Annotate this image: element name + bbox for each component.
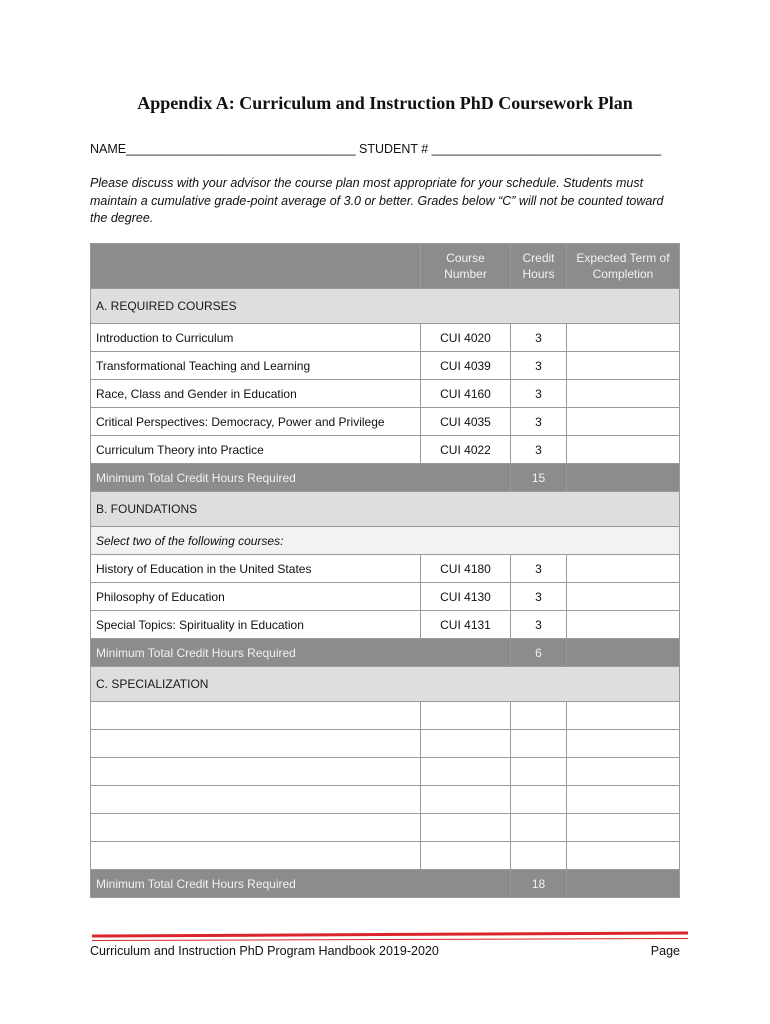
course-number: CUI 4039 [421,352,511,380]
empty-course-number-cell[interactable] [421,786,511,814]
course-number: CUI 4022 [421,436,511,464]
header-credit-hours: Credit Hours [511,244,567,289]
total-empty-cell [567,870,680,898]
empty-credits-cell[interactable] [511,702,567,730]
course-credits: 3 [511,555,567,583]
section-heading: A. REQUIRED COURSES [91,289,680,324]
select-note: Select two of the following courses: [91,527,680,555]
empty-course-number-cell[interactable] [421,842,511,870]
empty-course-row [91,786,680,814]
empty-course-row [91,758,680,786]
course-credits: 3 [511,408,567,436]
empty-course-name-cell[interactable] [91,842,421,870]
course-name: Curriculum Theory into Practice [91,436,421,464]
course-credits: 3 [511,583,567,611]
empty-course-name-cell[interactable] [91,758,421,786]
course-number: CUI 4131 [421,611,511,639]
total-empty-cell [567,639,680,667]
section-required [91,289,680,324]
term-cell[interactable] [567,352,680,380]
course-number: CUI 4020 [421,324,511,352]
empty-credits-cell[interactable] [511,814,567,842]
select-note-row [91,527,680,555]
empty-term-cell[interactable] [567,842,680,870]
footer-rule-thin [92,938,688,941]
footer-handbook-title: Curriculum and Instruction PhD Program Handbook 2019-2020 [90,944,439,958]
course-credits: 3 [511,324,567,352]
section-heading: B. FOUNDATIONS [91,492,680,527]
course-credits: 3 [511,352,567,380]
header-expected-term: Expected Term of Completion [567,244,680,289]
empty-course-row [91,702,680,730]
name-student-line: NAME_________________________________ STUDENT # _________________________________ [90,142,662,156]
course-credits: 3 [511,611,567,639]
empty-term-cell[interactable] [567,814,680,842]
course-credits: 3 [511,380,567,408]
header-course [91,244,421,289]
table-row [91,583,680,611]
empty-course-name-cell[interactable] [91,814,421,842]
empty-course-number-cell[interactable] [421,758,511,786]
course-number: CUI 4035 [421,408,511,436]
page-title: Appendix A: Curriculum and Instruction PhD Coursework Plan [137,93,633,113]
total-row-required [91,464,680,492]
total-value: 15 [511,464,567,492]
course-number: CUI 4160 [421,380,511,408]
empty-course-row [91,842,680,870]
table-row [91,408,680,436]
empty-term-cell[interactable] [567,730,680,758]
section-foundations [91,492,680,527]
empty-course-number-cell[interactable] [421,730,511,758]
course-name: Transformational Teaching and Learning [91,352,421,380]
term-cell[interactable] [567,583,680,611]
empty-term-cell[interactable] [567,786,680,814]
table-header-row [91,244,680,289]
total-row-foundations [91,639,680,667]
course-name: Special Topics: Spirituality in Education [91,611,421,639]
term-cell[interactable] [567,324,680,352]
empty-term-cell[interactable] [567,758,680,786]
course-credits: 3 [511,436,567,464]
table-row [91,611,680,639]
course-name: History of Education in the United States [91,555,421,583]
table-row [91,436,680,464]
term-cell[interactable] [567,380,680,408]
total-label: Minimum Total Credit Hours Required [91,639,511,667]
empty-credits-cell[interactable] [511,758,567,786]
empty-course-row [91,814,680,842]
coursework-table [90,243,680,898]
footer-page-label: Page [650,944,680,958]
empty-course-name-cell[interactable] [91,702,421,730]
empty-course-number-cell[interactable] [421,702,511,730]
table-row [91,380,680,408]
course-number: CUI 4180 [421,555,511,583]
term-cell[interactable] [567,408,680,436]
empty-course-row [91,730,680,758]
term-cell[interactable] [567,611,680,639]
header-course-number: Course Number [421,244,511,289]
empty-credits-cell[interactable] [511,786,567,814]
empty-term-cell[interactable] [567,702,680,730]
total-label: Minimum Total Credit Hours Required [91,464,511,492]
course-name: Introduction to Curriculum [91,324,421,352]
footer-rule [92,931,688,937]
term-cell[interactable] [567,555,680,583]
total-value: 6 [511,639,567,667]
empty-credits-cell[interactable] [511,730,567,758]
instructions-text: Please discuss with your advisor the course plan most appropriate for your schedule. Students must maintain a cumulative grade-point average of 3.0 or better. Grades below “C” will not be counted toward the degree. [90,176,664,225]
total-row-specialization [91,870,680,898]
table-row [91,324,680,352]
section-heading: C. SPECIALIZATION [91,667,680,702]
course-number: CUI 4130 [421,583,511,611]
total-value: 18 [511,870,567,898]
total-empty-cell [567,464,680,492]
empty-credits-cell[interactable] [511,842,567,870]
course-name: Critical Perspectives: Democracy, Power and Privilege [91,408,421,436]
term-cell[interactable] [567,436,680,464]
empty-course-name-cell[interactable] [91,786,421,814]
table-row [91,352,680,380]
empty-course-name-cell[interactable] [91,730,421,758]
course-name: Philosophy of Education [91,583,421,611]
table-row [91,555,680,583]
empty-course-number-cell[interactable] [421,814,511,842]
section-specialization [91,667,680,702]
total-label: Minimum Total Credit Hours Required [91,870,511,898]
course-name: Race, Class and Gender in Education [91,380,421,408]
